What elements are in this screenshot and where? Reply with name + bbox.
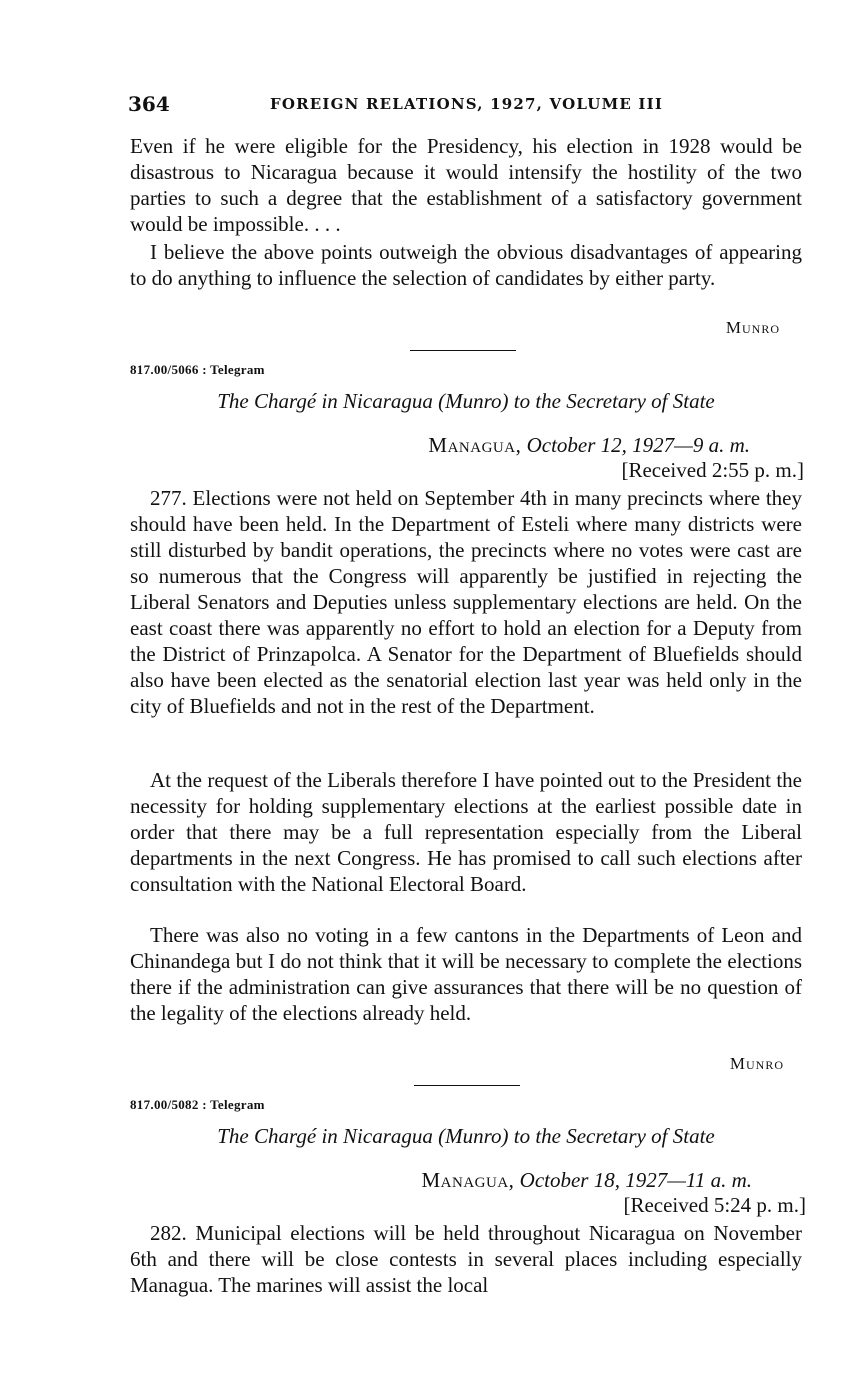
- doc2-place: Managua,: [421, 1168, 515, 1192]
- doc1-paragraph-1: 277. Elections were not held on September 4th in many precincts where they should have been held. In the Department of Esteli where many districts were still disturbed by bandit operations, the precincts where no votes were cast are so numerous that the Congress will apparently be justified in rejecting the Liberal Senators and Deputies unless supplementary elections are held. On the east coast there was apparently no effort to hold an election for a Deputy from the District of Prinzapolca. A Senator for the Department of Bluefields should also have been elected as the senatorial election last year was held only in the city of Bluefields and not in the rest of the Department.: [130, 486, 802, 718]
- doc1-dateline: [428, 433, 750, 458]
- doc1-received: [Received 2:55 p. m.]: [621, 458, 804, 482]
- doc1-paragraph-2: At the request of the Liberals therefore I have pointed out to the President the necessity for holding supplementary elections at the earliest possible date in order that there may be a full representation especially from the Liberal departments in the next Congress. He has promised to call such elections after consultation with the National Electoral Board.: [130, 768, 802, 896]
- doc1-place: Managua,: [428, 433, 522, 457]
- intro-paragraph-2: I believe the above points outweigh the obvious disadvantages of appearing to do anything to influence the selection of candidates by either party.: [130, 240, 802, 290]
- doc1-paragraph-3: There was also no voting in a few cantons in the Departments of Leon and Chinandega but I do not think that it will be necessary to complete the elections there if the administration can give assurances that there will be no question of the legality of the elections already held.: [130, 923, 802, 1025]
- doc1-file-number: 817.00/5066 : Telegram: [130, 362, 265, 377]
- intro-paragraph-1: Even if he were eligible for the Presidency, his election in 1928 would be disastrous to Nicaragua because it would intensify the hostility of the two parties to such a degree that the establishment of a satisfactory government would be impossible. . . .: [130, 134, 802, 236]
- doc2-dateline: [421, 1168, 752, 1193]
- section-divider: [410, 350, 516, 351]
- doc1-signature: Munro: [729, 1054, 784, 1073]
- running-title: FOREIGN RELATIONS, 1927, VOLUME III: [270, 95, 664, 113]
- doc2-title: The Chargé in Nicaragua (Munro) to the Secretary of State: [217, 1124, 715, 1148]
- page-number: 364: [128, 92, 170, 116]
- doc2-date: October 18, 1927—11 a. m.: [519, 1168, 752, 1192]
- doc2-file-number: 817.00/5082 : Telegram: [130, 1097, 265, 1112]
- doc2-paragraph-1: 282. Municipal elections will be held throughout Nicaragua on November 6th and there will be close contests in several places including especially Managua. The marines will assist the local: [130, 1221, 802, 1297]
- section-divider: [414, 1085, 520, 1086]
- doc1-date: October 12, 1927—9 a. m.: [526, 433, 750, 457]
- intro-signature: Munro: [725, 318, 780, 337]
- doc1-title: The Chargé in Nicaragua (Munro) to the Secretary of State: [217, 389, 715, 413]
- doc2-received: [Received 5:24 p. m.]: [623, 1193, 806, 1217]
- running-header: [128, 92, 808, 118]
